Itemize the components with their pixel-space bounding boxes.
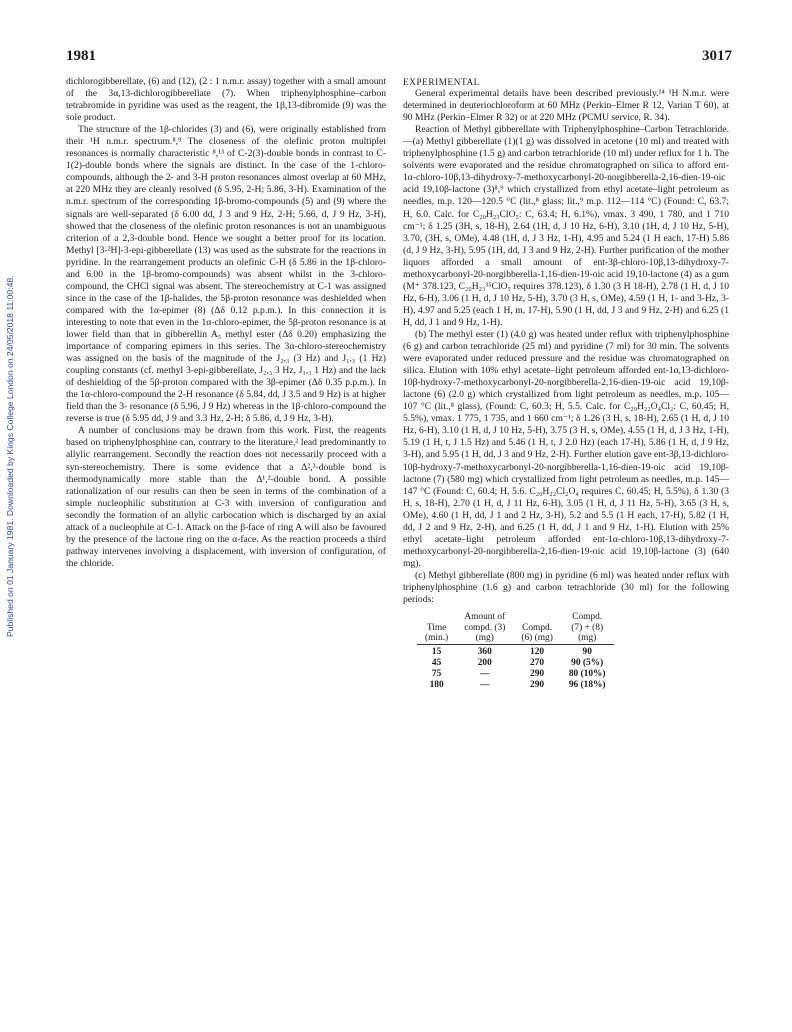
paragraph: Reaction of Methyl gibberellate with Triphenylphosphine–Carbon Tetrachloride.—(a) Methyl gibberellate (1)(1 g) was dissolved in acetone (10 ml) and treated with triphenylphosphine (1.5 g) and carbon tetrachloride (10 ml) under reflux for 1 h. The solvents were evaporated and the residue chromatographed on silica to afford ent-1α-chloro-10β,13-dihydroxy-7-methoxycarbonyl-20-norgibberella-2,16-dien-19-oic acid 19,10β-lactone (3)⁸,⁹ which crystallized from ethyl acetate–light petroleum as needles, m.p. 120—120.5 °C (lit.,⁸ glass; lit.,⁹ m.p. 112—114 °C) (Found: C, 63.7; H, 6.0. Calc. for C₂₀H₂₃ClO₅: C, 63.4; H, 6.1%), νmax. 3 490, 1 780, and 1 710 cm⁻¹; δ 1.25 (3H, s, 18-H), 2.64 (1H, d, J 10 Hz, 6-H), 3.10 (1H, d, J 10 Hz, 5-H), 3.70, (3H, s, OMe), 4.48 (1H, d, J 3 Hz, 1-H), 4.95 and 5.24 (1 H each, 17-H) 5.86 (d, J 9 Hz, 3-H), 5.95 (1H, dd, J 3 and 9 Hz, 2-H). Further purification of the mother liquors afforded a small amount of ent-3β-chloro-10β,13-dihydroxy-7-methoxycarbonyl-20-norgibberella-1,16-dien-19-oic acid 19,10-lactone (4) as a gum (M⁺ 378.123, C₂₀H₂₃³⁵ClO₅ requires 378.123), δ 1.30 (3 H 18-H), 2.78 (1 H, d, J 10 Hz, 6-H), 3.06 (1 H, d, J 10 Hz, 5-H), 3.70 (3 H, s, OMe), 4.59 (1 H, 1- and 3-Hz, 3-H), 4.97 and 5.25 (each 1 H, m, 17-H), 5.90 (1 H, dd, J 3 and 9 Hz, 2-H) and 6.25 (1 H, dd, J 1 and 9 Hz, 1-H). (403, 124, 729, 328)
table-cell: 180 (429, 679, 444, 690)
table-header: Amount of compd. (3) (mg) (456, 612, 513, 644)
paragraph: General experimental details have been described previously.¹⁴ ¹H N.m.r. were determined in deuteriochloroform at 60 MHz (Perkin–Elmer R 12, Varian T 60), at 90 MHz (Perkin–Elmer R 32) or at 220 MHz (PCMU service, R. 34). (403, 88, 729, 124)
paragraph: A number of conclusions may be drawn from this work. First, the reagents based on triphenylphosphine can, contrary to the literature,² lead predominantly to allylic rearrangement. Secondly the reaction does not necessarily proceed with a syn-stereochemistry. There is some evidence that a Δ²,³-double bond is thermodynamically more stable than the Δ¹,²-double bond. A possible rationalization of our results can then be seen in terms of the combination of a simple nucleophilic substitution at C-3 with inversion of configuration and secondly the formation of an allylic carbocation which is discharged by an axial attack of a nucleophile at C-1. Attack on the β-face of ring A will also be favoured by the presence of the lactone ring on the α-face. As the reaction proceeds a third pathway intervenes involving a displacement, with inversion of configuration, of the chloride. (66, 425, 386, 569)
table-cell: 90 (5%) (571, 657, 604, 668)
table-cell: — (480, 668, 490, 679)
table-cell: 290 (530, 679, 545, 690)
table-cell: 96 (18%) (568, 679, 606, 690)
table-cell: 75 (431, 668, 442, 679)
table-cell: 45 (431, 657, 442, 668)
table-row (417, 669, 614, 680)
download-watermark-text[interactable]: Published on 01 January 1981. Downloaded by Kings College London on 24/05/2018 11:00:48. (5, 275, 15, 637)
journal-year: 1981 (66, 48, 96, 64)
table-cell: — (480, 679, 490, 690)
paragraph: (c) Methyl gibberellate (800 mg) in pyridine (6 ml) was heated under reflux with triphenylphosphine (1.6 g) and carbon tetrachloride (30 ml) for the following periods: (403, 569, 729, 606)
right-column (403, 76, 729, 691)
table-cell: 120 (530, 646, 545, 657)
paragraph: dichlorogibberellate, (6) and (12), (2 : 1 n.m.r. assay) together with a small amount of the 3α,13-dichlorogibberellate (7). When triphenylphosphine–carbon tetrabromide in pyridine was used as the reagent, the 1β,13-dibromide (9) was the sole product. (66, 76, 386, 124)
yield-table (417, 612, 729, 691)
table-cell: 290 (530, 668, 545, 679)
paragraph: (b) The methyl ester (1) (4.0 g) was heated under reflux with triphenylphosphine (6 g) and carbon tetrachloride (25 ml) and pyridine (7 ml) for 30 min. The solvents were evaporated under reduced pressure and the residue was chromatographed on silica. Elution with 10% ethyl acetate–light petroleum afforded ent-1α,13-dichloro-10β-hydroxy-7-methoxycarbonyl-20-norgibberella-2,16-dien-19-oic acid 19,10β-lactone (6) (2.0 g) which crystallized from light petroleum as needles, m.p. 105—107 °C (lit.,⁸ glass), (Found: C, 60.3; H, 5.5. Calc. for C₂₀H₂₂O₄Cl₂: C, 60.45; H, 5.5%), νmax. 1 775, 1 735, and 1 660 cm⁻¹; δ 1.26 (3 H, s, 18-H), 2.65 (1 H, d, J 10 Hz, 6-H), 3.10 (1 H, d, J 10 Hz, 5-H), 3.75 (3 H, s, OMe), 4.55 (1 H, d, J 3 Hz, 1-H), 5.19 (1 H, t, J 1.5 Hz) and 5.46 (1 H, t, J 2.0 Hz) (each 17-H), 5.86 (1 H, d, J 9 Hz, 3-H), and 5.95 (1 H, dd, J 3 and 9 Hz, 2-H). Further elution gave ent-3β,13-dichloro-10β-hydroxy-7-methoxycarbonyl-20-norgibberella-1,16-dien-19-oic acid 19,10β-lactone (7) (580 mg) which crystallized from light petroleum as needles, m.p. 145—147 °C (Found: C, 60.4; H, 5.6. C₂₀H₂₂Cl₂O₄ requires C, 60.45; H, 5.5%), δ 1.30 (3 H, s, 18-H), 2.70 (1 H, d, J 11 Hz, 6-H), 3.05 (1 H, d, J 11 Hz, 5-H), 3.65 (3 H, s, OMe), 4.60 (1 H, dd, J 1 and 2 Hz, 3-H), 5.2 and 5.5 (1 H each, 17-H), 5.82 (1 H, dd, J 2 and 9 Hz, 2-H), and 6.25 (1 H, dd, J 1 and 9 Hz, 1-H). Elution with 25% ethyl acetate–light petroleum afforded ent-1α-chloro-10β,13-dihydroxy-7-methoxycarbonyl-20-norgibberella-2,16-dien-19-oic acid 19,10β-lactone (3) (640 mg). (403, 328, 729, 569)
table-header: Compd. (7) + (8) (mg) (561, 612, 614, 644)
table-row (417, 680, 614, 691)
table-cell: 15 (431, 646, 442, 657)
download-watermark (2, 200, 16, 640)
table-row (417, 658, 614, 669)
left-column (66, 76, 386, 570)
page-number: 3017 (702, 48, 732, 64)
paragraph: The structure of the 1β-chlorides (3) and (6), were originally established from their ¹H n.m.r. spectrum.⁸,⁹ The closeness of the olefinic proton multiplet resonances is normally characteristic ⁸,¹³ of C-2(3)-double bonds in contrast to C-1(2)-double bonds where the signals are distinct. In the case of the 1-chloro-compounds, although the 2- and 3-H proton resonances almost overlap at 60 MHz, at 220 MHz they are cleanly resolved (δ 5.95, 2-H; 5.86, 3-H). Examination of the n.m.r. spectrum of the corresponding 1β-bromo-compounds (5) and (9) where the signals are well-separated (δ 6.00 dd, J 3 and 9 Hz, 2-H; 5.66, d, J 9 Hz, 3-H), showed that the closeness of the olefinic proton resonances is not an unambiguous criterion of a 2,3-double bond. Hence we sought a better proof for its location. Methyl [3-²H]-3-epi-gibberellate (13) was used as the substrate for the reactions in pyridine. In the rearrangement products an olefinic C-H (δ 5.86 in the 1β-chloro- and 6.00 in the 1β-bromo-compounds) was absent whilst in the 3-chloro-compound, the CHCl signal was absent. The stereochemistry at C-1 was assigned since in the case of the 1β-halides, the 5β-proton resonance was deshielded when compared with the 1α-epimer (8) (Δδ 0.12 p.p.m.). In this connection it is interesting to note that even in the 1α-chloro-epimer, the 5β-proton resonance is at lower field than that in gibberellin A₅ methyl ester (Δδ 0.20) emphasizing the importance of comparing epimers in this series. The 3α-chloro-stereochemistry was assigned on the basis of the magnitude of the J₂,₃ (3 Hz) and J₁,₃ (1 Hz) coupling constants (cf. methyl 3-epi-gibberellate, J₂,₃ 3 Hz, J₁,₃ 1 Hz) and the lack of deshielding of the 5β-proton compared with the 3β-epimer (Δδ 0.35 p.p.m.). In the 1α-chloro-compound the 2-H resonance (δ 5.84, dd, J 3.5 and 9 Hz) is at higher field than the 3- resonance (δ 5.96, J 9 Hz) whereas in the 1β-chloro-compound the reverse is true (δ 5.95 dd, J 9 and 3.3 Hz, 2-H; δ 5.86, d, J 9 Hz, 3-H). (66, 124, 386, 425)
table-header: Compd. (6) (mg) (513, 612, 561, 644)
page-header (66, 48, 732, 68)
table-header: Time (min.) (417, 612, 456, 644)
table-cell: 80 (10%) (568, 668, 606, 679)
table-cell: 270 (530, 657, 545, 668)
table-cell: 360 (477, 646, 492, 657)
section-heading: EXPERIMENTAL (403, 77, 480, 87)
table-cell: 200 (477, 657, 492, 668)
table-cell: 90 (582, 646, 592, 657)
table-row (417, 644, 614, 658)
